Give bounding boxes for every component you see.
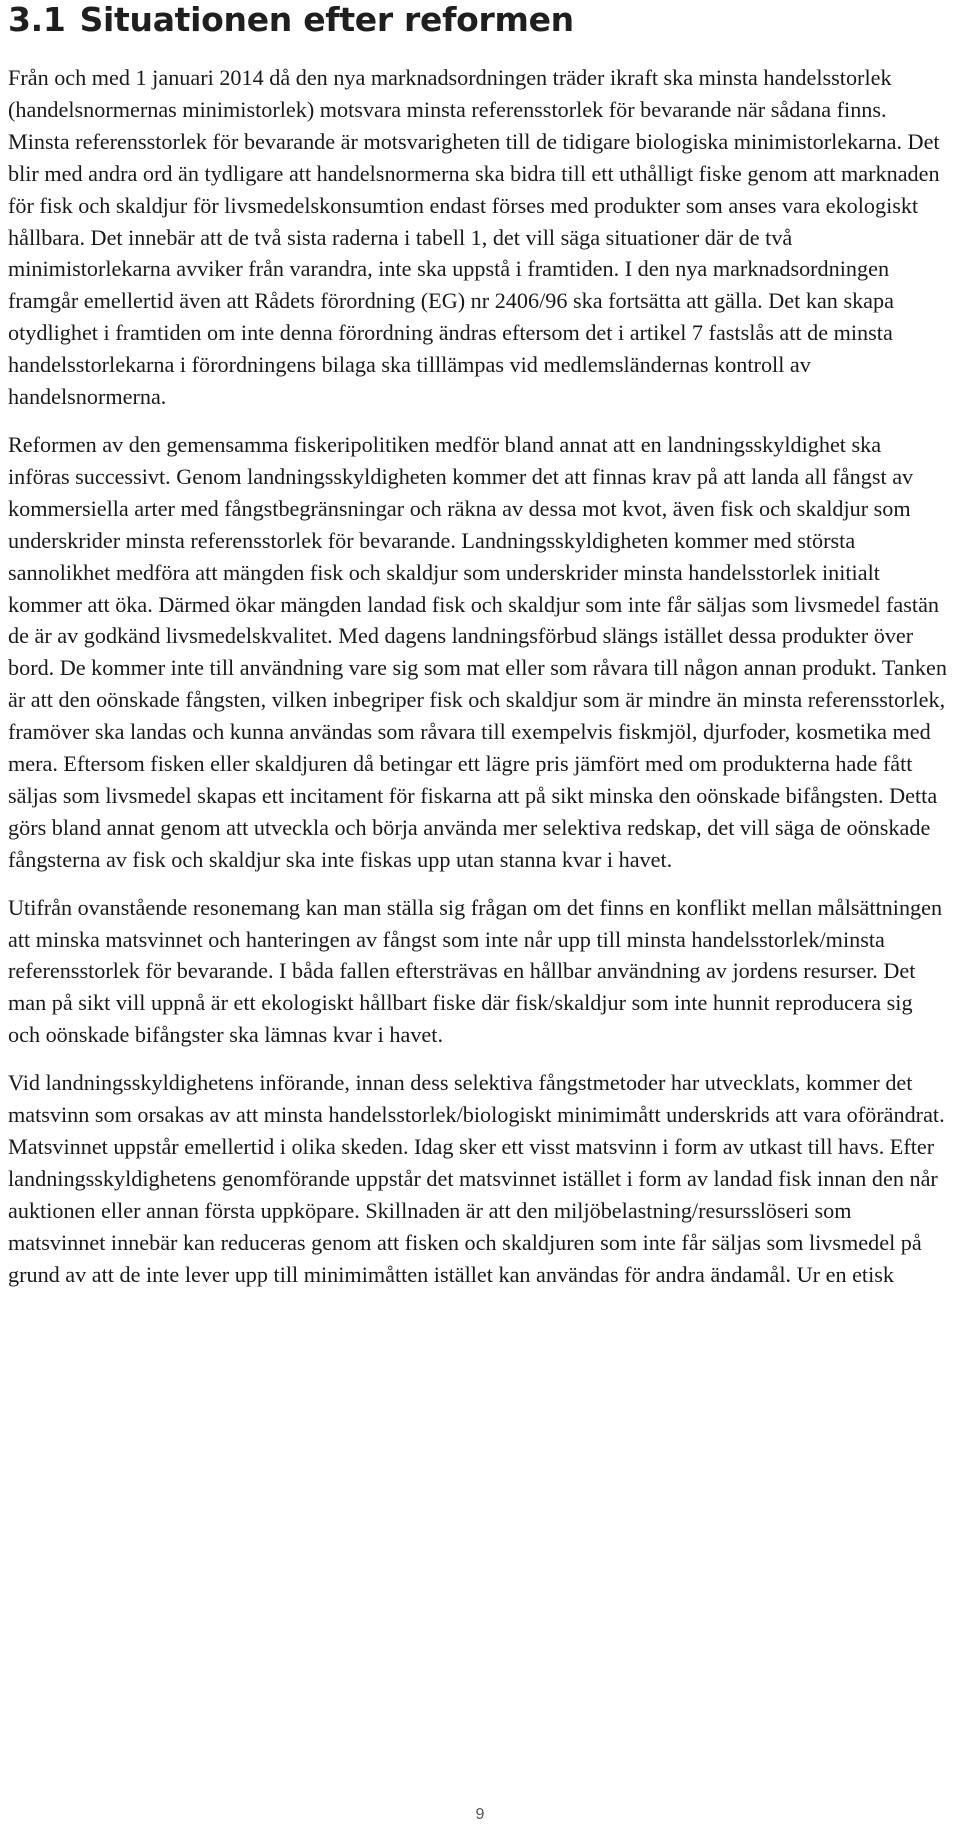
section-heading [8,0,948,40]
paragraph-1: Från och med 1 januari 2014 då den nya marknadsordningen träder ikraft ska minsta handelsstorlek (handelsnormernas minimistorlek) motsvara minsta referensstorlek för bevarande när sådana finns. Minsta referensstorlek för bevarande är motsvarigheten till de tidigare biologiska minimistorlekarna. Det blir med andra ord än tydligare att handelsnormerna ska bidra till ett uthålligt fiske genom att marknaden för fisk och skaldjur för livsmedelskonsumtion endast förses med produkter som anses vara ekologiskt hållbara. Det innebär att de två sista raderna i tabell 1, det vill säga situationer där de två minimistorlekarna avviker från varandra, inte ska uppstå i framtiden. I den nya marknadsordningen framgår emellertid även att Rådets förordning (EG) nr 2406/96 ska fortsätta att gälla. Det kan skapa otydlighet i framtiden om inte denna förordning ändras eftersom det i artikel 7 fastslås att de minsta handelsstorlekarna i förordningens bilaga ska tilllämpas vid medlemsländernas kontroll av handelsnormerna. [8,65,940,410]
page-number: 9 [475,1806,485,1823]
paragraph-4: Vid landningsskyldighetens införande, innan dess selektiva fångstmetoder har utvecklats, kommer det matsvinn som orsakas av att minsta handelsstorlek/biologiskt minimimått underskrids att vara oförändrat. Matsvinnet uppstår emellertid i olika skeden. Idag sker ett visst matsvinn i form av utkast till havs. Efter landningsskyldighetens genomförande uppstår det matsvinnet istället i form av landad fisk innan den når auktionen eller annan första uppköpare. Skillnaden är att den miljöbelastning/resursslöseri som matsvinnet innebär kan reduceras genom att fisken och skaldjuren som inte får säljas som livsmedel på grund av att de inte lever upp till minimimåtten istället kan användas för andra ändamål. Ur en etisk [8,1070,945,1287]
paragraph-3: Utifrån ovanstående resonemang kan man ställa sig frågan om det finns en konflikt mellan målsättningen att minska matsvinnet och hanteringen av fångst som inte når upp till minsta handelsstorlek/minsta referensstorlek för bevarande. I båda fallen eftersträvas en hållbar användning av jordens resurser. Det man på sikt vill uppnå är ett ekologiskt hållbart fiske där fisk/skaldjur som inte hunnit reproducera sig och oönskade bifångster ska lämnas kvar i havet. [8,894,943,1048]
section-title: Situationen efter reformen [79,0,574,39]
paragraph-2: Reformen av den gemensamma fiskeripolitiken medför bland annat att en landningsskyldighet ska införas successivt. Genom landningsskyldigheten kommer det att finnas krav på att landa all fångst av kommersiella arter med fångstbegränsningar och räkna av dessa mot kvot, även fisk och skaldjur som underskrider minsta referensstorlek för bevarande. Landningsskyldigheten kommer med största sannolikhet medföra att mängden fisk och skaldjur som underskrider minsta handelsstorlek initialt kommer att öka. Därmed ökar mängden landad fisk och skaldjur som inte får säljas som livsmedel fastän de är av godkänd livsmedelskvalitet. Med dagens landningsförbud slängs istället dessa produkter över bord. De kommer inte till användning vare sig som mat eller som råvara till någon annan produkt. Tanken är att den oönskade fångsten, vilken inbegriper fisk och skaldjur som är mindre än minsta referensstorlek, framöver ska landas och kunna användas som råvara till exempelvis fiskmjöl, djurfoder, kosmetika med mera. Eftersom fisken eller skaldjuren då betingar ett lägre pris jämfört med om produkterna hade fått säljas som livsmedel skapas ett incitament för fiskarna att på sikt minska den oönskade bifångsten. Detta görs bland annat genom att utveckla och börja använda mer selektiva redskap, det vill säga de oönskade fångsterna av fisk och skaldjur ska inte fiskas upp utan stanna kvar i havet. [8,431,947,872]
document-page [8,0,948,1291]
section-number: 3.1 [8,0,66,39]
